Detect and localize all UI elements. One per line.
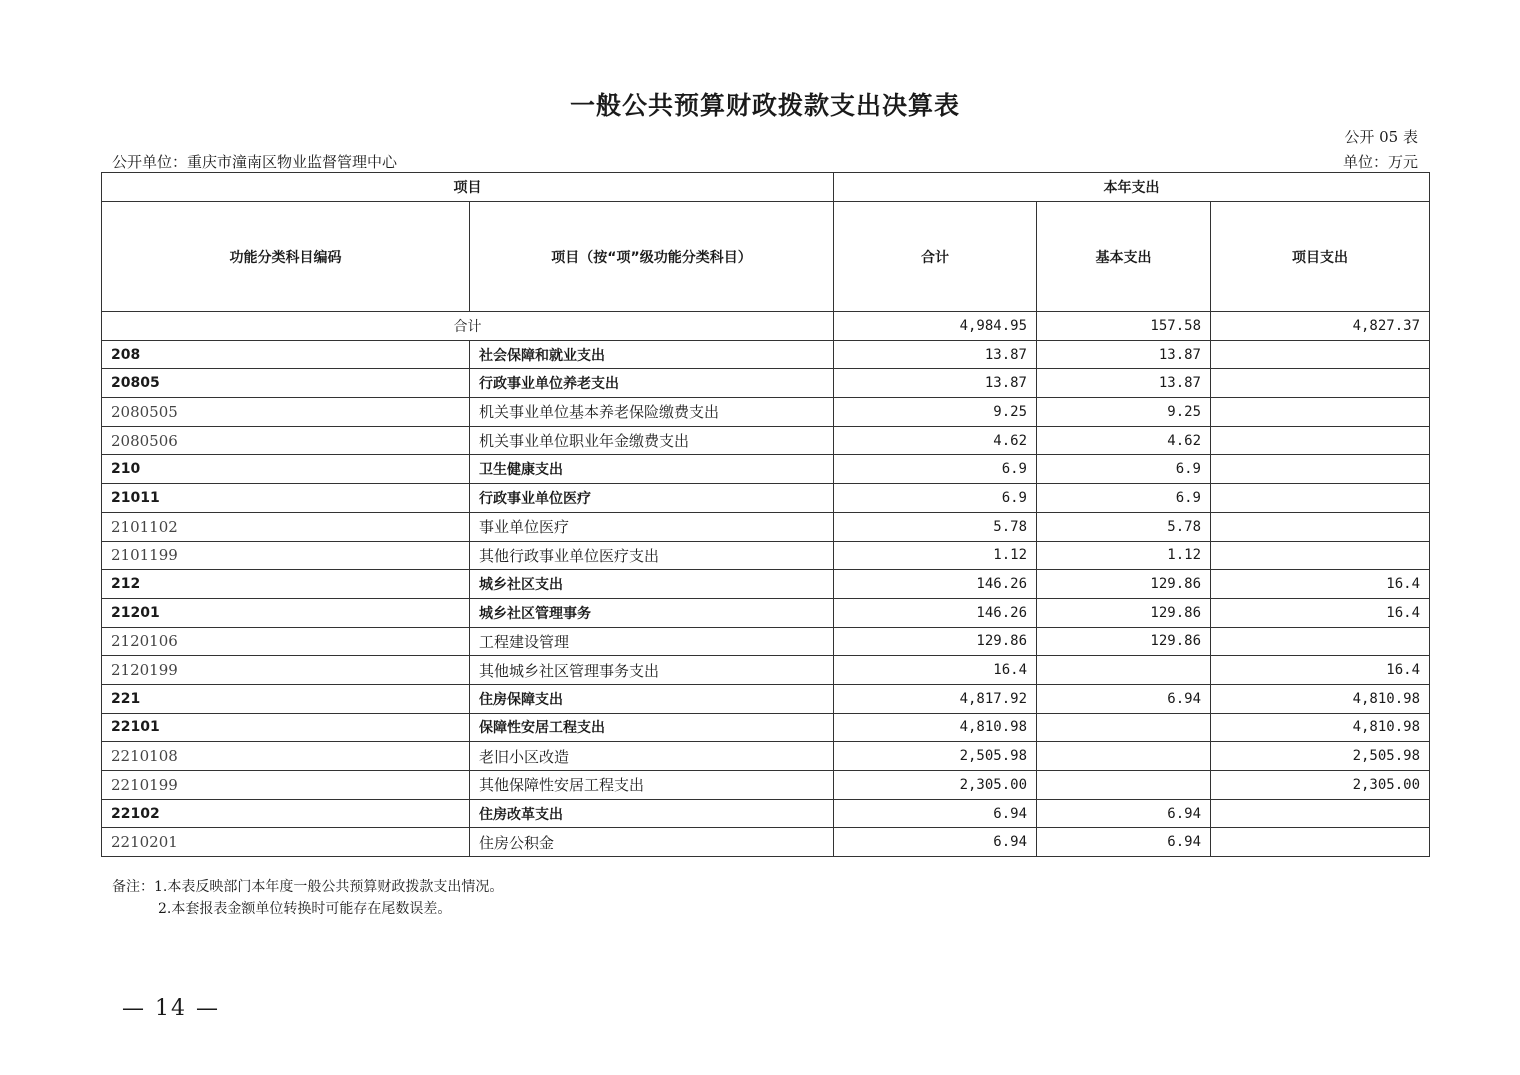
row-item-name: 机关事业单位职业年金缴费支出 xyxy=(470,426,834,455)
row-code: 212 xyxy=(102,570,470,599)
row-code: 2101199 xyxy=(102,541,470,570)
row-total: 4.62 xyxy=(834,426,1037,455)
row-basic: 13.87 xyxy=(1037,369,1211,398)
row-basic: 129.86 xyxy=(1037,598,1211,627)
row-code: 20805 xyxy=(102,369,470,398)
row-code: 2120106 xyxy=(102,627,470,656)
row-item-name: 行政事业单位养老支出 xyxy=(470,369,834,398)
header-current-year: 本年支出 xyxy=(834,173,1430,202)
row-code: 2210201 xyxy=(102,828,470,857)
row-item-name: 城乡社区支出 xyxy=(470,570,834,599)
row-total: 2,305.00 xyxy=(834,771,1037,800)
row-project xyxy=(1211,369,1430,398)
row-project xyxy=(1211,484,1430,513)
table-row xyxy=(102,771,1430,800)
table-row xyxy=(102,742,1430,771)
row-total: 1.12 xyxy=(834,541,1037,570)
row-basic: 129.86 xyxy=(1037,570,1211,599)
row-code: 22101 xyxy=(102,713,470,742)
table-row xyxy=(102,627,1430,656)
page-title: 一般公共预算财政拨款支出决算表 xyxy=(569,91,960,120)
note-2: 2.本套报表金额单位转换时可能存在尾数误差。 xyxy=(158,901,452,917)
page-number: — 14 — xyxy=(122,996,220,1021)
table-row xyxy=(102,828,1430,857)
row-project: 4,810.98 xyxy=(1211,684,1430,713)
header-basic: 基本支出 xyxy=(1037,202,1211,312)
row-basic: 5.78 xyxy=(1037,512,1211,541)
header-project-expenditure: 项目支出 xyxy=(1211,202,1430,312)
expenditure-table xyxy=(101,172,1430,857)
row-basic xyxy=(1037,742,1211,771)
table-row xyxy=(102,369,1430,398)
row-total: 146.26 xyxy=(834,570,1037,599)
row-item-name: 住房保障支出 xyxy=(470,684,834,713)
header-row-2 xyxy=(102,202,1430,312)
row-basic: 129.86 xyxy=(1037,627,1211,656)
table-row xyxy=(102,570,1430,599)
row-total: 6.94 xyxy=(834,828,1037,857)
table-row xyxy=(102,398,1430,427)
row-item-name: 其他城乡社区管理事务支出 xyxy=(470,656,834,685)
row-basic: 1.12 xyxy=(1037,541,1211,570)
row-code: 2120199 xyxy=(102,656,470,685)
row-total: 129.86 xyxy=(834,627,1037,656)
row-project xyxy=(1211,398,1430,427)
row-item-name: 保障性安居工程支出 xyxy=(470,713,834,742)
row-basic: 13.87 xyxy=(1037,340,1211,369)
row-total: 5.78 xyxy=(834,512,1037,541)
header-code: 功能分类科目编码 xyxy=(102,202,470,312)
total-amount: 4,984.95 xyxy=(834,312,1037,341)
row-project: 16.4 xyxy=(1211,570,1430,599)
row-basic xyxy=(1037,713,1211,742)
row-item-name: 城乡社区管理事务 xyxy=(470,598,834,627)
row-project xyxy=(1211,426,1430,455)
row-total: 2,505.98 xyxy=(834,742,1037,771)
row-item-name: 社会保障和就业支出 xyxy=(470,340,834,369)
row-code: 22102 xyxy=(102,799,470,828)
row-item-name: 卫生健康支出 xyxy=(470,455,834,484)
row-basic: 6.9 xyxy=(1037,484,1211,513)
row-project xyxy=(1211,340,1430,369)
row-project: 4,810.98 xyxy=(1211,713,1430,742)
row-item-name: 其他行政事业单位医疗支出 xyxy=(470,541,834,570)
row-total: 13.87 xyxy=(834,340,1037,369)
row-project xyxy=(1211,541,1430,570)
row-total: 6.94 xyxy=(834,799,1037,828)
row-project xyxy=(1211,455,1430,484)
form-number: 公开 05 表 xyxy=(1344,128,1418,146)
row-basic: 6.9 xyxy=(1037,455,1211,484)
table-row xyxy=(102,656,1430,685)
total-row xyxy=(102,312,1430,341)
note-1: 备注：1.本表反映部门本年度一般公共预算财政拨款支出情况。 xyxy=(112,879,504,895)
row-basic: 6.94 xyxy=(1037,828,1211,857)
table-row xyxy=(102,340,1430,369)
table-row xyxy=(102,713,1430,742)
row-basic: 4.62 xyxy=(1037,426,1211,455)
row-basic xyxy=(1037,771,1211,800)
row-total: 146.26 xyxy=(834,598,1037,627)
row-project xyxy=(1211,828,1430,857)
row-project: 16.4 xyxy=(1211,598,1430,627)
row-code: 210 xyxy=(102,455,470,484)
header-total: 合计 xyxy=(834,202,1037,312)
row-total: 16.4 xyxy=(834,656,1037,685)
total-basic: 157.58 xyxy=(1037,312,1211,341)
row-code: 2210199 xyxy=(102,771,470,800)
row-code: 21201 xyxy=(102,598,470,627)
row-project xyxy=(1211,512,1430,541)
table-row xyxy=(102,484,1430,513)
row-code: 208 xyxy=(102,340,470,369)
row-total: 4,810.98 xyxy=(834,713,1037,742)
notes xyxy=(112,876,503,920)
header-row-1 xyxy=(102,173,1430,202)
total-label: 合计 xyxy=(102,312,834,341)
row-item-name: 机关事业单位基本养老保险缴费支出 xyxy=(470,398,834,427)
row-item-name: 住房公积金 xyxy=(470,828,834,857)
row-code: 2080505 xyxy=(102,398,470,427)
header-project: 项目 xyxy=(102,173,834,202)
row-item-name: 其他保障性安居工程支出 xyxy=(470,771,834,800)
row-code: 221 xyxy=(102,684,470,713)
currency-unit: 单位：万元 xyxy=(1342,153,1418,171)
table-row xyxy=(102,598,1430,627)
row-basic: 9.25 xyxy=(1037,398,1211,427)
total-project: 4,827.37 xyxy=(1211,312,1430,341)
table-row xyxy=(102,512,1430,541)
table-row xyxy=(102,684,1430,713)
row-basic: 6.94 xyxy=(1037,684,1211,713)
row-item-name: 老旧小区改造 xyxy=(470,742,834,771)
row-code: 2210108 xyxy=(102,742,470,771)
row-basic xyxy=(1037,656,1211,685)
row-project: 2,505.98 xyxy=(1211,742,1430,771)
row-basic: 6.94 xyxy=(1037,799,1211,828)
table-row xyxy=(102,426,1430,455)
table-row xyxy=(102,455,1430,484)
row-total: 4,817.92 xyxy=(834,684,1037,713)
row-item-name: 事业单位医疗 xyxy=(470,512,834,541)
row-item-name: 住房改革支出 xyxy=(470,799,834,828)
table-row xyxy=(102,541,1430,570)
row-project: 2,305.00 xyxy=(1211,771,1430,800)
table-row xyxy=(102,799,1430,828)
row-total: 6.9 xyxy=(834,455,1037,484)
reporting-unit: 公开单位：重庆市潼南区物业监督管理中心 xyxy=(112,153,398,171)
row-code: 2101102 xyxy=(102,512,470,541)
row-total: 13.87 xyxy=(834,369,1037,398)
row-code: 21011 xyxy=(102,484,470,513)
row-project xyxy=(1211,799,1430,828)
row-total: 9.25 xyxy=(834,398,1037,427)
row-item-name: 工程建设管理 xyxy=(470,627,834,656)
row-project: 16.4 xyxy=(1211,656,1430,685)
header-item: 项目（按“项”级功能分类科目） xyxy=(470,202,834,312)
row-project xyxy=(1211,627,1430,656)
row-item-name: 行政事业单位医疗 xyxy=(470,484,834,513)
row-total: 6.9 xyxy=(834,484,1037,513)
row-code: 2080506 xyxy=(102,426,470,455)
